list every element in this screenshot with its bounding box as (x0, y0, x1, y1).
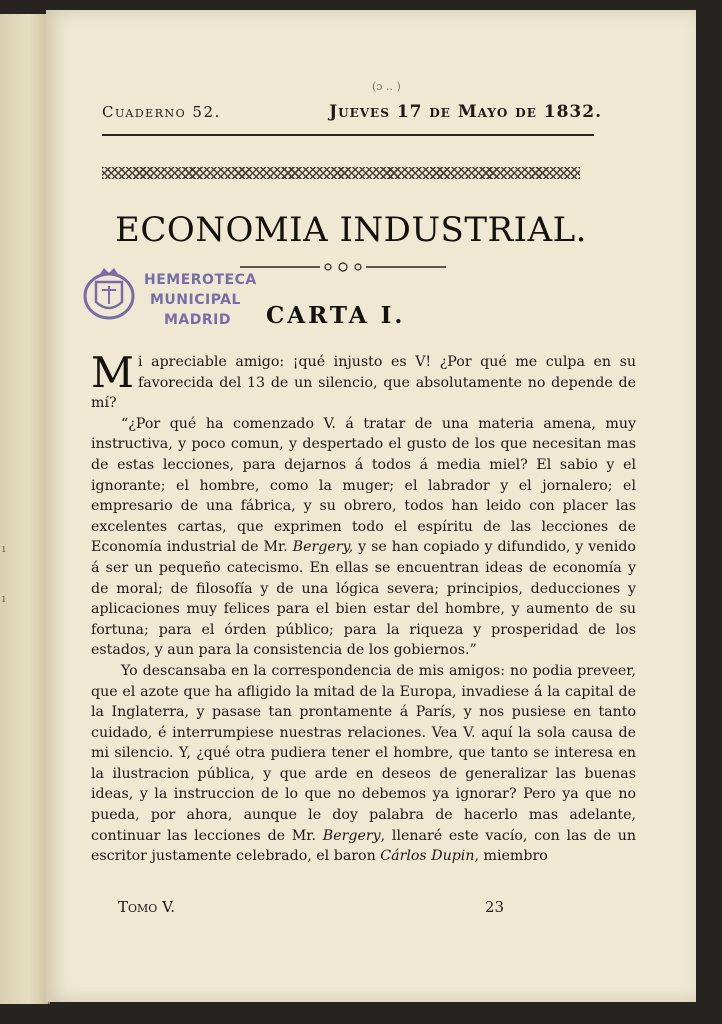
page-title: ECONOMIA INDUSTRIAL. (115, 210, 587, 250)
newspaper-page (46, 10, 696, 1002)
facing-page-fragment: ı (2, 592, 6, 605)
decorative-zigzag-border (102, 167, 580, 179)
facing-page-edge (0, 14, 50, 1004)
paragraph: Mi apreciable amigo: ¡qué injusto es V! ¿Por qué me culpa en su favorecida del 13 de un silencio, que absolutamente no depende de mí? (91, 348, 636, 412)
stamp-line-2: MUNICIPAL (150, 292, 241, 308)
article-body (91, 348, 636, 867)
stamp-line-1: HEMEROTECA (144, 272, 257, 288)
paragraph: Yo descansaba en la correspondencia de mis amigos: no podia preveer, que el azote que ha afligido la mitad de la Europa, invadiese á la capital de la Inglaterra, y pasase tan prontamente á París, y nos pusiese en tanto cuidado, é interrumpiese nuestras relaciones. Vea V. aquí la sola causa de mi silencio. Y, ¿qué otra pudiera tener el hombre, que tanto se interesa en la ilustracion pública, y que arde en deseos de generalizar las buenas ideas, y la instruccion de lo que no debemos ya ignorar? Pero ya que no pueda, por ahora, aunque le doy palabra de hacerlo mas adelante, continuar las lecciones de Mr. Bergery, llenaré este vacío, con las de un escritor justamente celebrado, el baron Cárlos Dupin, miembro (91, 662, 636, 865)
page-footer (118, 898, 504, 916)
person-name: Cárlos Dupin (380, 848, 475, 865)
issue-header (102, 102, 602, 122)
page-mark: (ɔ .. ) (372, 80, 401, 93)
stamp-line-3: MADRID (164, 312, 231, 328)
issue-number: Cuaderno 52. (102, 103, 221, 121)
letter-heading: CARTA I. (266, 302, 406, 329)
page-number: 23 (484, 898, 504, 916)
facing-page-fragment: ı (2, 542, 6, 555)
issue-date: Jueves 17 de Mayo de 1832. (329, 102, 602, 122)
volume-label: Tomo V. (118, 898, 176, 916)
header-rule (102, 134, 594, 136)
library-stamp (82, 262, 272, 342)
drop-cap: M (91, 348, 135, 397)
paragraph: “¿Por qué ha comenzado V. á tratar de una materia amena, muy instructiva, y poco comun, y despertado el gusto de los que necesitan mas de estas lecciones, para dejarnos á todos á media miel? El sabio y el ignorante; el hombre, como la muger; el labrador y el jornalero; el empresario de una fábrica, y su obrero, todos han leido con placer las excelentes cartas, que exprimen todo el espíritu de las lecciones de Economía industrial de Mr. Bergery, y se han copiado y difundido, y venido á ser un pequeño catecismo. En ellas se encuentran ideas de economía y de moral; de filosofía y de una lógica severa; principios, deducciones y aplicaciones muy felices para el bien estar del hombre, y aumento de su fortuna; para el órden público; para la riqueza y prosperidad de los estados, y aun para la consistencia de los gobiernos.” (91, 415, 636, 659)
coat-of-arms-icon (82, 264, 136, 324)
person-name: Bergery (322, 827, 381, 844)
person-name: Bergery, (292, 539, 354, 556)
